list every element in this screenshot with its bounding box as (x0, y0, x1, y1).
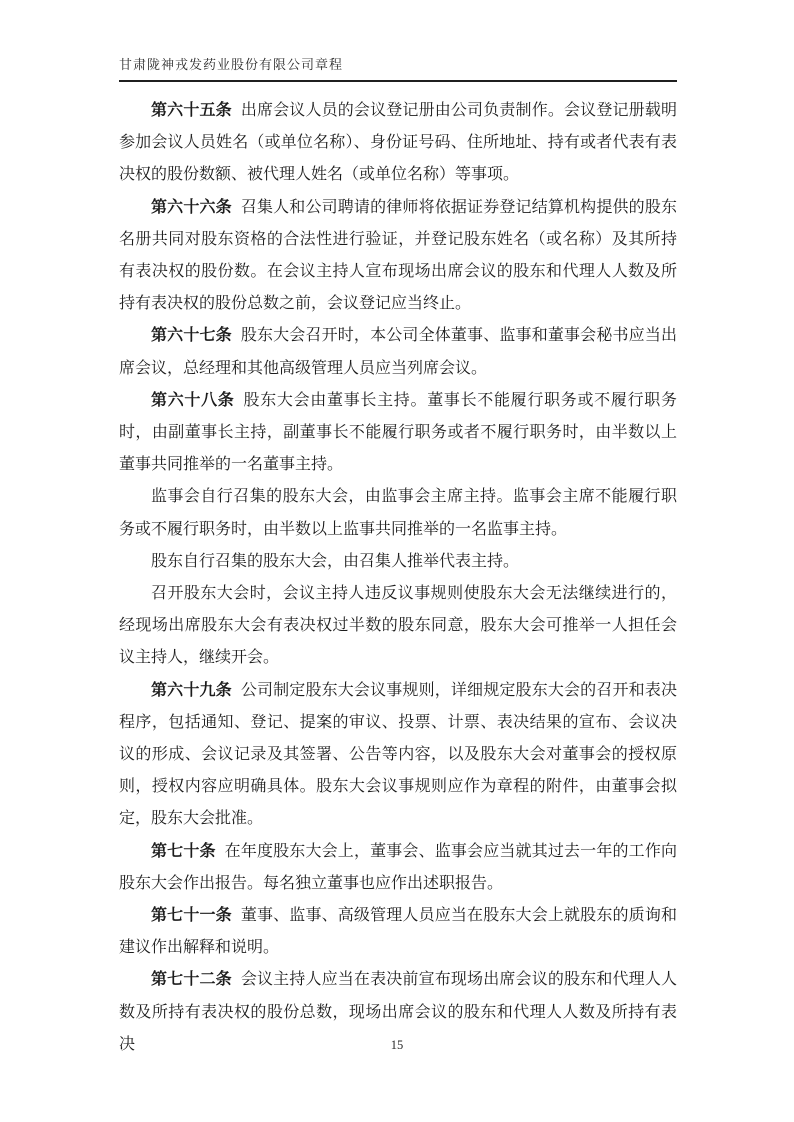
article-66-number: 第六十六条 (151, 198, 232, 216)
article-65-number: 第六十五条 (151, 102, 232, 119)
article-68-sub3-text: 召开股东大会时，会议主持人违反议事规则使股东大会无法继续进行的，经现场出席股东大会有表决权过半数的股东同意，股东大会可推举一人担任会议主持人，继续开会。 (119, 585, 677, 667)
article-66-paragraph (119, 192, 677, 321)
article-72-text: 会议主持人应当在表决前宣布现场出席会议的股东和代理人人数及所持有表决权的股份总数，现场出席会议的股东和代理人人数及所持有表决 (119, 971, 677, 1053)
document-header-title: 甘肃陇神戎发药业股份有限公司章程 (119, 54, 677, 82)
document-body (119, 95, 677, 1061)
article-68-paragraph (119, 385, 677, 482)
article-72-number: 第七十二条 (151, 971, 232, 989)
article-70-text: 在年度股东大会上，董事会、监事会应当就其过去一年的工作向股东大会作出报告。每名独立董事也应作出述职报告。 (119, 842, 677, 892)
article-69-text: 公司制定股东大会议事规则，详细规定股东大会的召开和表决程序，包括通知、登记、提案的审议、投票、计票、表决结果的宣布、会议决议的形成、会议记录及其签署、公告等内容，以及股东大会对董事会的授权原则，授权内容应明确具体。股东大会议事规则应作为章程的附件，由董事会拟定，股东大会批准。 (119, 681, 677, 828)
article-68-subparagraph-1 (119, 481, 677, 545)
article-68-sub2-text: 股东自行召集的股东大会，由召集人推举代表主持。 (151, 552, 520, 570)
article-68-subparagraph-2 (119, 546, 677, 578)
article-67-paragraph (119, 320, 677, 384)
article-70-paragraph (119, 836, 677, 900)
article-68-number: 第六十八条 (151, 391, 235, 409)
article-69-number: 第六十九条 (151, 681, 232, 699)
article-66-text: 召集人和公司聘请的律师将依据证券登记结算机构提供的股东名册共同对股东资格的合法性进行验证，并登记股东姓名（或名称）及其所持有表决权的股份数。在会议主持人宣布现场出席会议的股东和代理人人数及所持有表决权的股份总数之前，会议登记应当终止。 (119, 198, 677, 313)
article-71-text: 董事、监事、高级管理人员应当在股东大会上就股东的质询和建议作出解释和说明。 (119, 907, 677, 957)
page-number: 15 (390, 1038, 404, 1052)
article-67-text: 股东大会召开时，本公司全体董事、监事和董事会秘书应当出席会议，总经理和其他高级管理人员应当列席会议。 (119, 327, 677, 377)
article-69-paragraph (119, 675, 677, 836)
article-65-text: 出席会议人员的会议登记册由公司负责制作。会议登记册载明参加会议人员姓名（或单位名称）、身份证号码、住所地址、持有或者代表有表决权的股份数额、被代理人姓名（或单位名称）等事项。 (119, 102, 677, 184)
article-71-number: 第七十一条 (151, 907, 232, 925)
article-67-number: 第六十七条 (151, 327, 232, 345)
article-70-number: 第七十条 (151, 842, 216, 860)
article-65-paragraph (119, 95, 677, 192)
article-68-subparagraph-3 (119, 578, 677, 675)
article-68-text: 股东大会由董事长主持。董事长不能履行职务或不履行职务时，由副董事长主持，副董事长不能履行职务或者不履行职务时，由半数以上董事共同推举的一名董事主持。 (119, 391, 677, 474)
article-71-paragraph (119, 900, 677, 964)
article-68-sub1-text: 监事会自行召集的股东大会，由监事会主席主持。监事会主席不能履行职务或不履行职务时，由半数以上监事共同推举的一名监事主持。 (119, 488, 677, 538)
